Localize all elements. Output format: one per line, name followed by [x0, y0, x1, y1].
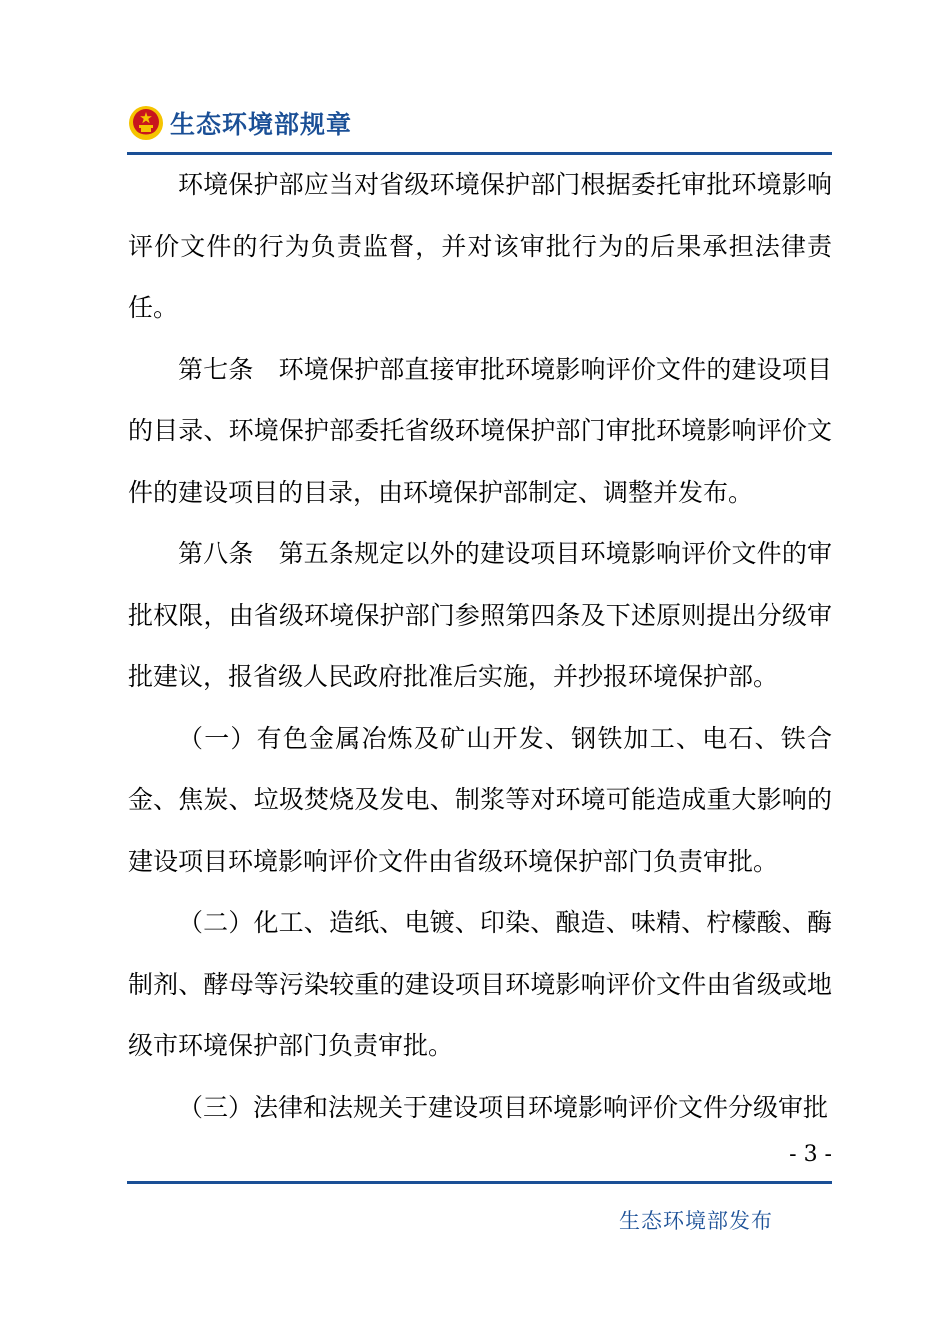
paragraph: 环境保护部应当对省级环境保护部门根据委托审批环境影响评价文件的行为负责监督，并对该审批行为的后果承担法律责任。 — [128, 170, 832, 322]
footer-publisher: 生态环境部发布 — [619, 1209, 773, 1233]
paragraph-article-8: 第八条 第五条规定以外的建设项目环境影响评价文件的审批权限，由省级环境保护部门参照第四条及下述原则提出分级审批建议，报省级人民政府批准后实施，并抄报环境保护部。 — [128, 539, 832, 691]
page-number: - 3 - — [789, 1142, 832, 1167]
page-header — [128, 100, 352, 146]
footer-divider — [127, 1181, 832, 1184]
header-title: 生态环境部规章 — [170, 110, 353, 139]
paragraph-item-2: （二）化工、造纸、电镀、印染、酿造、味精、柠檬酸、酶制剂、酵母等污染较重的建设项目环境影响评价文件由省级或地级市环境保护部门负责审批。 — [128, 908, 832, 1060]
national-emblem-icon — [128, 105, 164, 141]
paragraph-article-7: 第七条 环境保护部直接审批环境影响评价文件的建设项目的目录、环境保护部委托省级环境保护部门审批环境影响评价文件的建设项目的目录，由环境保护部制定、调整并发布。 — [128, 354, 832, 507]
document-body — [128, 154, 832, 1138]
paragraph-item-3: （三）法律和法规关于建设项目环境影响评价文件分级审批 — [178, 1092, 829, 1122]
paragraph-item-1: （一）有色金属冶炼及矿山开发、钢铁加工、电石、铁合金、焦炭、垃圾焚烧及发电、制浆等对环境可能造成重大影响的建设项目环境影响评价文件由省级环境保护部门负责审批。 — [128, 723, 832, 876]
